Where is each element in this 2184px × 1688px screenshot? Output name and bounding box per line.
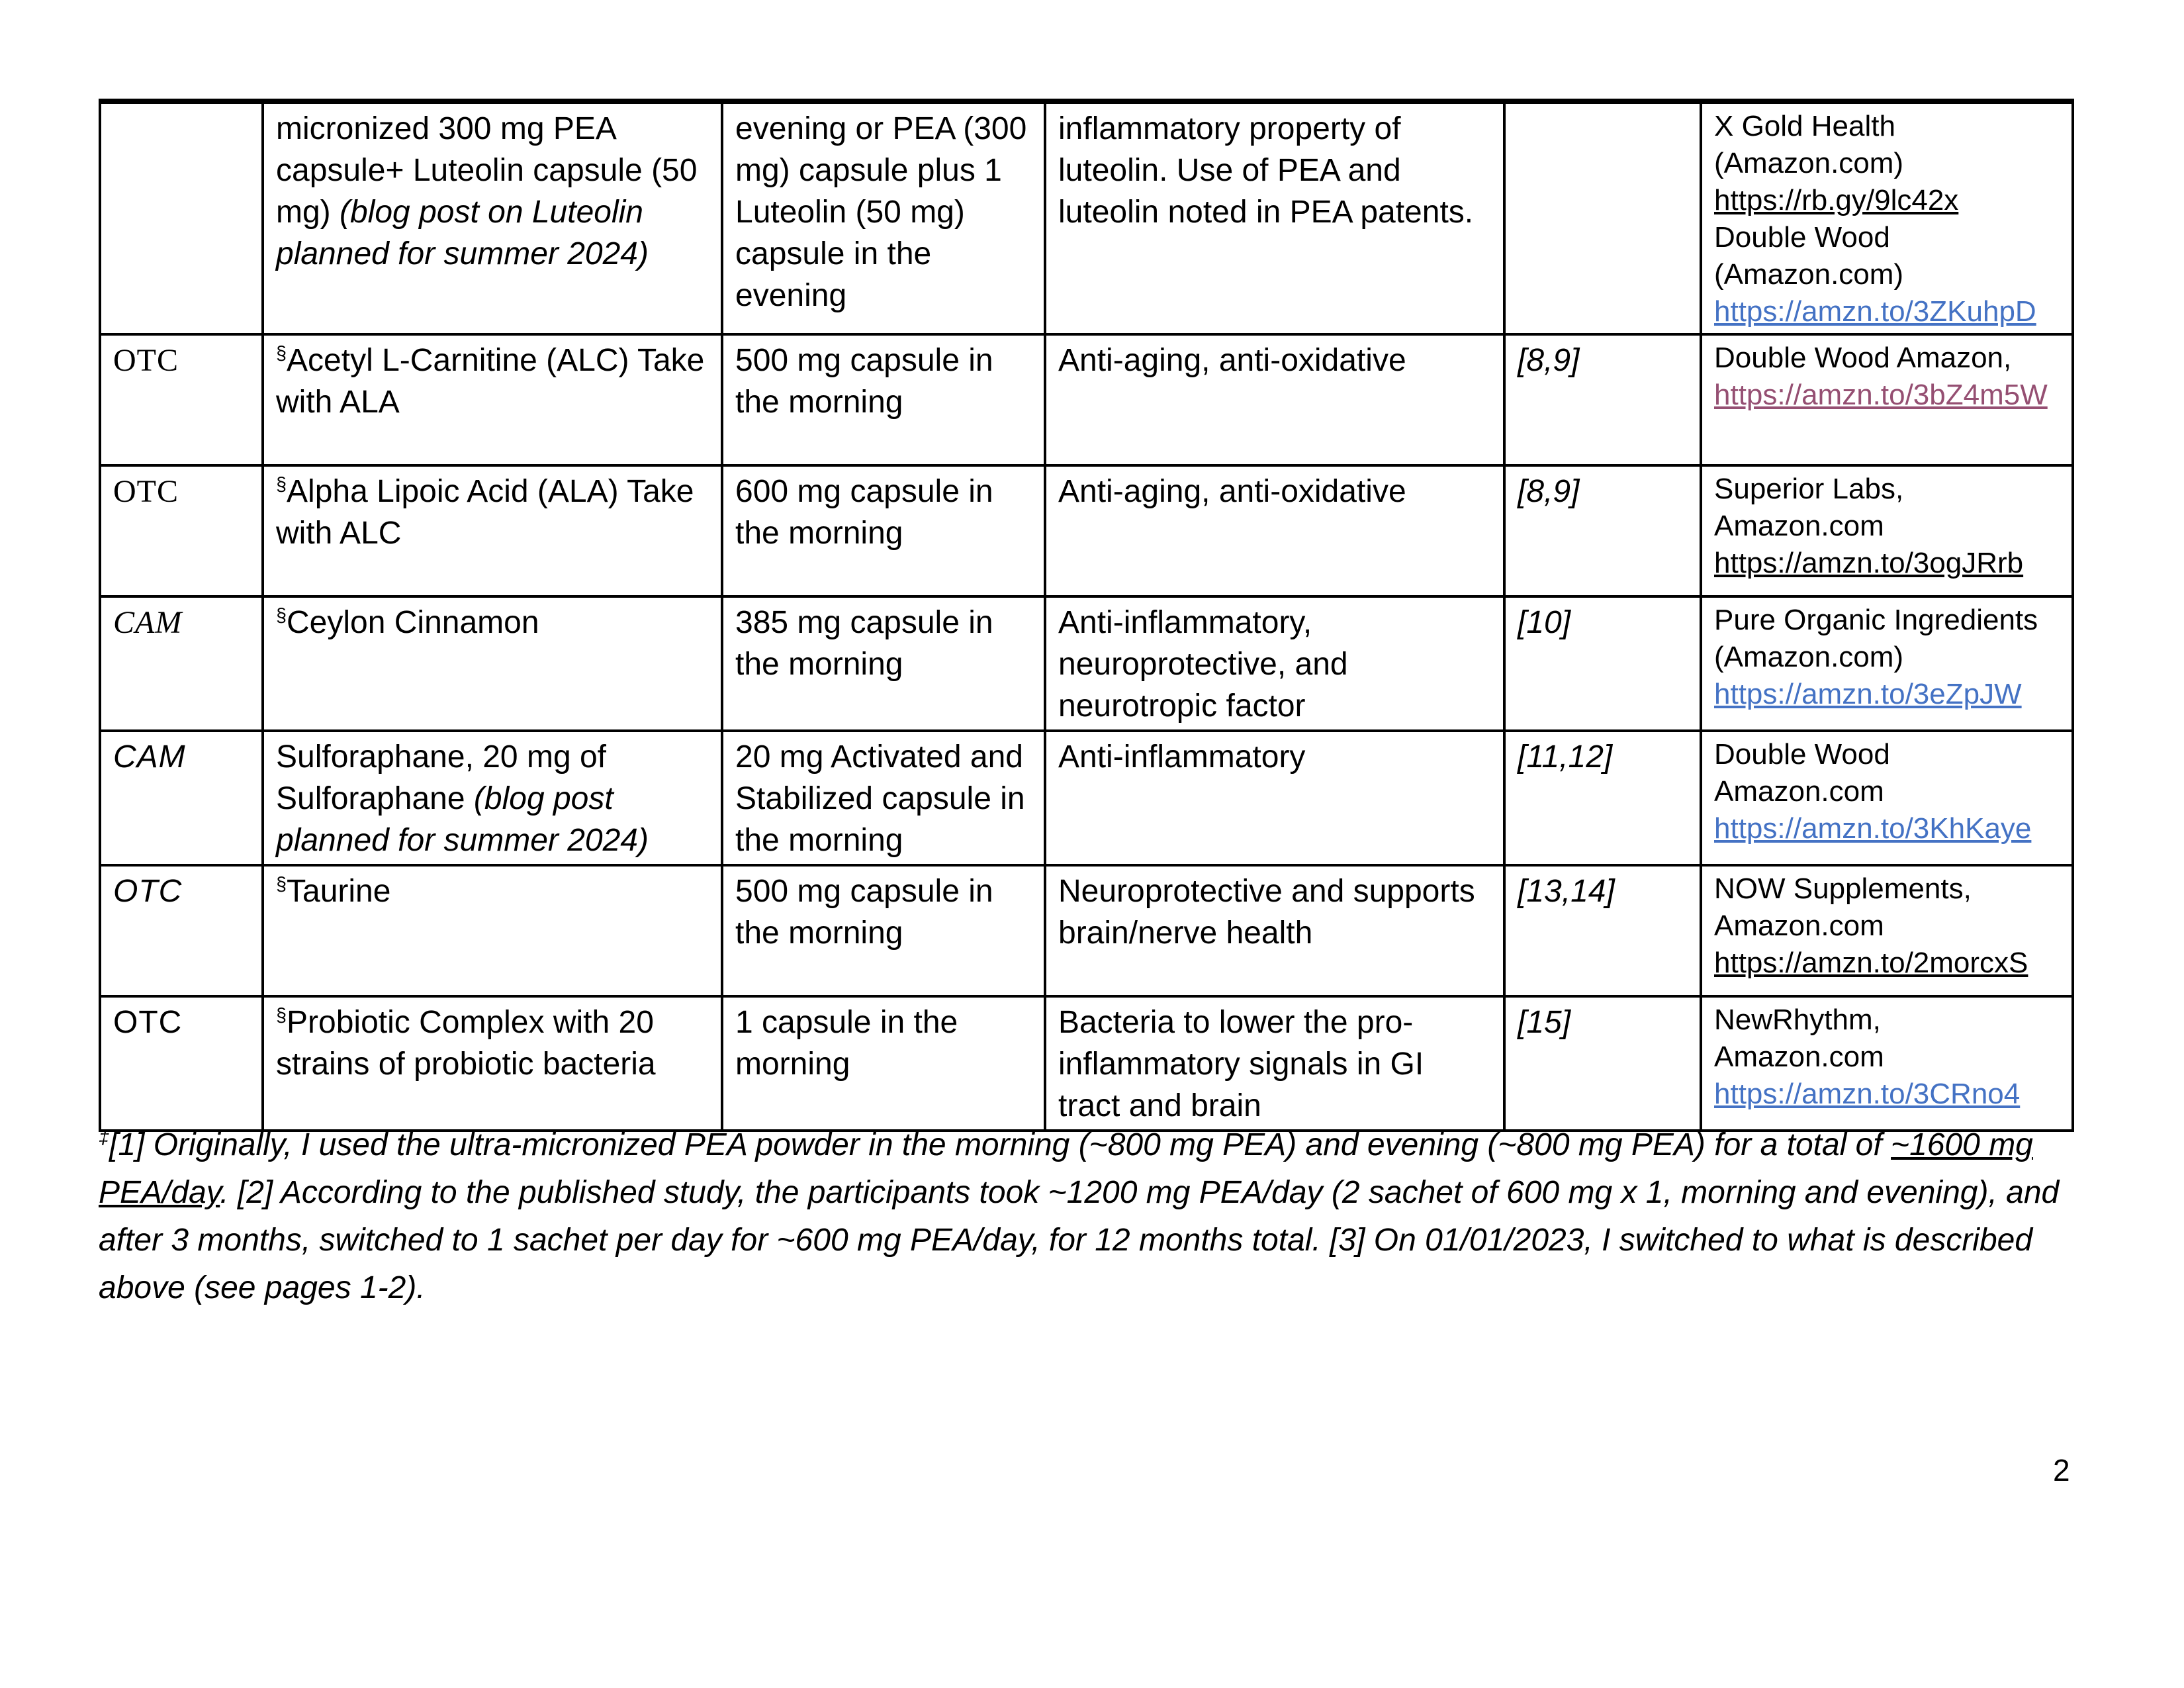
cell-type: CAM <box>100 596 263 731</box>
cell-name <box>263 334 722 465</box>
footnote <box>99 1121 2083 1312</box>
cell-references: [8,9] <box>1504 465 1701 596</box>
source-link[interactable]: https://amzn.to/2morcxS <box>1714 947 2028 979</box>
supplement-name: Ceylon Cinnamon <box>287 605 539 640</box>
vendor-text: Amazon.com <box>1714 910 1884 942</box>
cell-purpose: Bacteria to lower the pro-inflammatory signals in GI tract and brain <box>1045 996 1504 1131</box>
name-note-italic: (blog post on Luteolin planned for summer 2024) <box>276 195 649 271</box>
cell-references: [15] <box>1504 996 1701 1131</box>
table-row <box>100 101 2073 334</box>
vendor-text: (Amazon.com) <box>1714 258 1904 291</box>
table-row <box>100 334 2073 465</box>
section-symbol: § <box>276 1005 287 1026</box>
vendor-text: NOW Supplements, <box>1714 872 1972 905</box>
cell-dose: evening or PEA (300 mg) capsule plus 1 Luteolin (50 mg) capsule in the evening <box>722 101 1045 334</box>
cell-dose: 600 mg capsule in the morning <box>722 465 1045 596</box>
table-row <box>100 465 2073 596</box>
source-link[interactable]: https://amzn.to/3ogJRrb <box>1714 547 2024 579</box>
cell-purpose: Anti-aging, anti-oxidative <box>1045 465 1504 596</box>
cell-source <box>1701 865 2073 996</box>
supplement-name: Acetyl L-Carnitine (ALC) Take with ALA <box>276 343 705 420</box>
page-number: 2 <box>2053 1453 2070 1487</box>
vendor-text: Superior Labs, <box>1714 473 1904 505</box>
section-symbol: § <box>276 343 287 364</box>
cell-type: OTC <box>100 865 263 996</box>
footnote-text: . [2] According to the published study, the participants took ~1200 mg PEA/day (2 sachet of 600 mg x 1, morning and evening), and after 3 months, switched to 1 sachet per day for ~600 mg PEA/day, for 12 months total. [3] On 01/01/2023, I switched to what is described above (see pages 1-2). <box>99 1175 2060 1305</box>
table-row <box>100 731 2073 865</box>
cell-type: CAM <box>100 731 263 865</box>
cell-type <box>100 101 263 334</box>
supplement-table <box>99 99 2074 1132</box>
footnote-text: [1] Originally, I used the ultra-micronized PEA powder in the morning (~800 mg PEA) and evening (~800 mg PEA) for a total of <box>109 1127 1891 1162</box>
vendor-text: Pure Organic Ingredients <box>1714 604 2038 636</box>
section-symbol: § <box>276 874 287 895</box>
cell-purpose: inflammatory property of luteolin. Use of PEA and luteolin noted in PEA patents. <box>1045 101 1504 334</box>
cell-references <box>1504 101 1701 334</box>
cell-source <box>1701 334 2073 465</box>
cell-dose: 500 mg capsule in the morning <box>722 865 1045 996</box>
cell-purpose: Anti-inflammatory <box>1045 731 1504 865</box>
cell-purpose: Anti-aging, anti-oxidative <box>1045 334 1504 465</box>
footnote-marker: ‡ <box>99 1127 110 1149</box>
source-link[interactable]: https://amzn.to/3KhKaye <box>1714 812 2032 845</box>
vendor-text: Double Wood <box>1714 221 1890 254</box>
table-row <box>100 996 2073 1131</box>
cell-name <box>263 731 722 865</box>
section-symbol: § <box>276 605 287 626</box>
source-link[interactable]: https://amzn.to/3bZ4m5W <box>1714 379 2048 411</box>
cell-source <box>1701 465 2073 596</box>
vendor-text: Double Wood Amazon, <box>1714 342 2012 374</box>
cell-dose: 500 mg capsule in the morning <box>722 334 1045 465</box>
cell-purpose: Anti-inflammatory, neuroprotective, and neurotropic factor <box>1045 596 1504 731</box>
cell-source <box>1701 996 2073 1131</box>
footnote-underlined-text: ~1600 mg PEA/day <box>99 1127 2033 1210</box>
supplement-name: Probiotic Complex with 20 strains of probiotic bacteria <box>276 1005 656 1082</box>
cell-purpose: Neuroprotective and supports brain/nerve health <box>1045 865 1504 996</box>
cell-type: OTC <box>100 334 263 465</box>
cell-references: [10] <box>1504 596 1701 731</box>
name-note-italic: (blog post planned for summer 2024) <box>276 781 649 858</box>
source-link[interactable]: https://rb.gy/9lc42x <box>1714 184 1959 216</box>
cell-references: [13,14] <box>1504 865 1701 996</box>
cell-name <box>263 465 722 596</box>
cell-references: [11,12] <box>1504 731 1701 865</box>
cell-name <box>263 996 722 1131</box>
table-row <box>100 596 2073 731</box>
vendor-text: Amazon.com <box>1714 1041 1884 1073</box>
cell-dose: 385 mg capsule in the morning <box>722 596 1045 731</box>
section-symbol: § <box>276 474 287 495</box>
source-link[interactable]: https://amzn.to/3ZKuhpD <box>1714 295 2036 328</box>
cell-name <box>263 596 722 731</box>
cell-source <box>1701 731 2073 865</box>
supplement-name: Taurine <box>287 874 391 909</box>
vendor-text: X Gold Health <box>1714 110 1895 142</box>
source-link[interactable]: https://amzn.to/3CRno4 <box>1714 1078 2021 1110</box>
table-row <box>100 865 2073 996</box>
vendor-text: Amazon.com <box>1714 510 1884 542</box>
vendor-text: Amazon.com <box>1714 775 1884 808</box>
cell-type: OTC <box>100 996 263 1131</box>
cell-dose: 1 capsule in the morning <box>722 996 1045 1131</box>
supplement-name: Alpha Lipoic Acid (ALA) Take with ALC <box>276 474 694 551</box>
cell-source <box>1701 596 2073 731</box>
cell-dose: 20 mg Activated and Stabilized capsule in the morning <box>722 731 1045 865</box>
cell-name <box>263 101 722 334</box>
vendor-text: (Amazon.com) <box>1714 641 1904 673</box>
source-link[interactable]: https://amzn.to/3eZpJW <box>1714 678 2022 710</box>
supplement-name: micronized 300 mg PEA capsule+ Luteolin capsule (50 mg) <box>276 111 698 230</box>
cell-references: [8,9] <box>1504 334 1701 465</box>
supplement-name: Sulforaphane, 20 mg of Sulforaphane <box>276 739 607 816</box>
cell-source <box>1701 101 2073 334</box>
vendor-text: Double Wood <box>1714 738 1890 771</box>
vendor-text: (Amazon.com) <box>1714 147 1904 179</box>
cell-name <box>263 865 722 996</box>
vendor-text: NewRhythm, <box>1714 1004 1881 1036</box>
cell-type: OTC <box>100 465 263 596</box>
